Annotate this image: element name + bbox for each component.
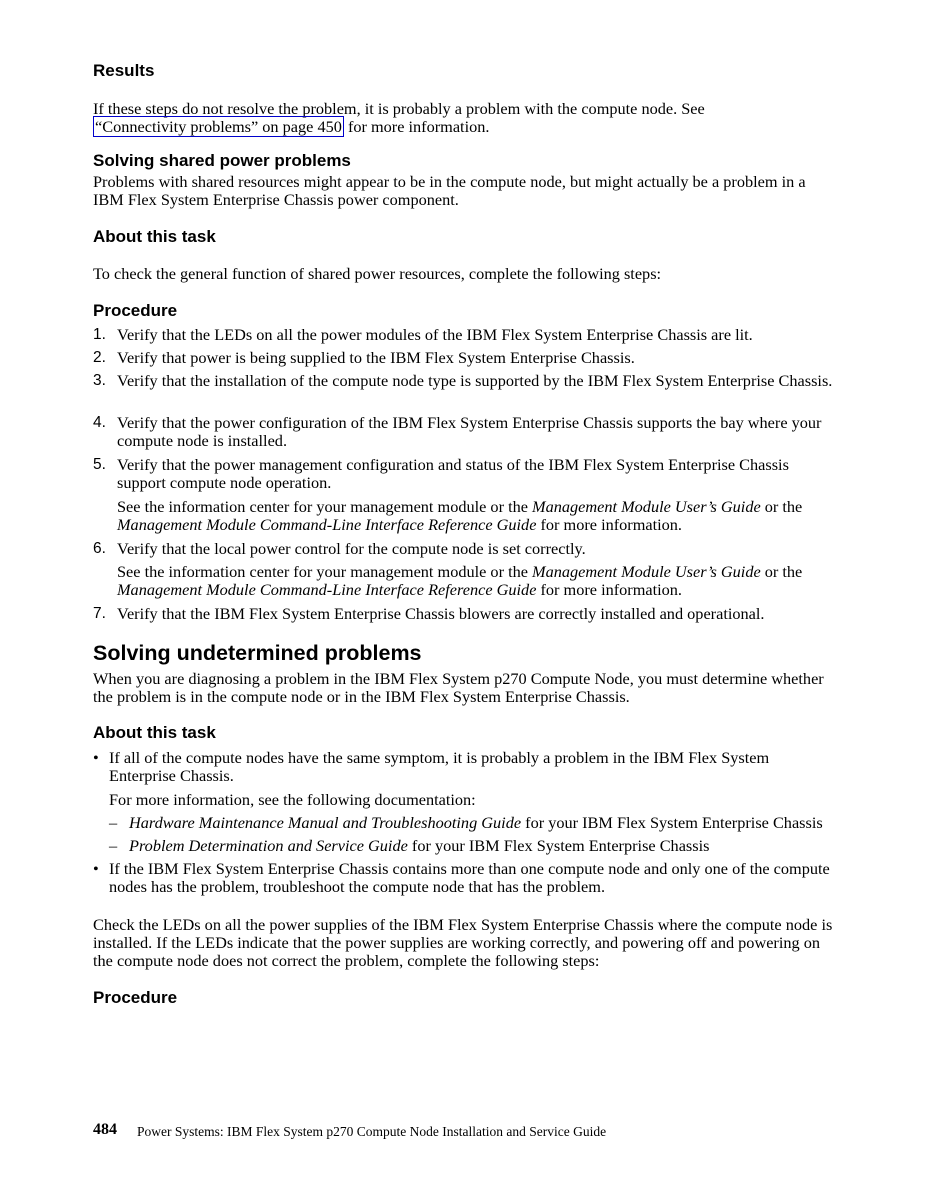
see-info-note: See the information center for your management module or the Management Module User’s Guide or the Management Module Command-Line Interface Reference Guide for more information.: [117, 562, 803, 599]
shared-power-heading: Solving shared power problems: [93, 151, 351, 170]
check-leds-paragraph: Check the LEDs on all the power supplies of the IBM Flex System Enterprise Chassis where the compute node is installed. If the LEDs indicate that the power supplies are working correctly, and powering off and powering on the compute node does not correct the problem, complete the following steps:: [93, 915, 833, 970]
undetermined-intro: When you are diagnosing a problem in the IBM Flex System p270 Compute Node, you must determine whether the problem is in the compute node or in the IBM Flex System Enterprise Chassis.: [93, 669, 824, 706]
shared-power-procedure-heading: Procedure: [93, 301, 178, 320]
shared-power-intro: Problems with shared resources might appear to be in the compute node, but might actually be a problem in a IBM Flex System Enterprise Chassis power component.: [93, 172, 806, 209]
results-heading: Results: [93, 61, 155, 80]
shared-power-about-heading: About this task: [93, 227, 216, 246]
undetermined-procedure-heading: Procedure: [93, 988, 178, 1007]
connectivity-problems-link[interactable]: “Connectivity problems” on page 450: [95, 117, 342, 136]
see-info-note: See the information center for your management module or the Management Module User’s Guide or the Management Module Command-Line Interface Reference Guide for more information.: [117, 497, 803, 534]
more-info-text: For more information, see the following documentation:: [109, 790, 476, 809]
results-paragraph: If these steps do not resolve the problem, it is probably a problem with the compute node. See “Connectivity problems” on page 450 for more information.: [93, 99, 705, 136]
footer-title: Power Systems: IBM Flex System p270 Compute Node Installation and Service Guide: [137, 1124, 607, 1139]
shared-power-about-text: To check the general function of shared power resources, complete the following steps:: [93, 264, 662, 283]
undetermined-heading: Solving undetermined problems: [93, 641, 422, 665]
page-number: 484: [93, 1121, 117, 1138]
undetermined-about-heading: About this task: [93, 723, 216, 742]
